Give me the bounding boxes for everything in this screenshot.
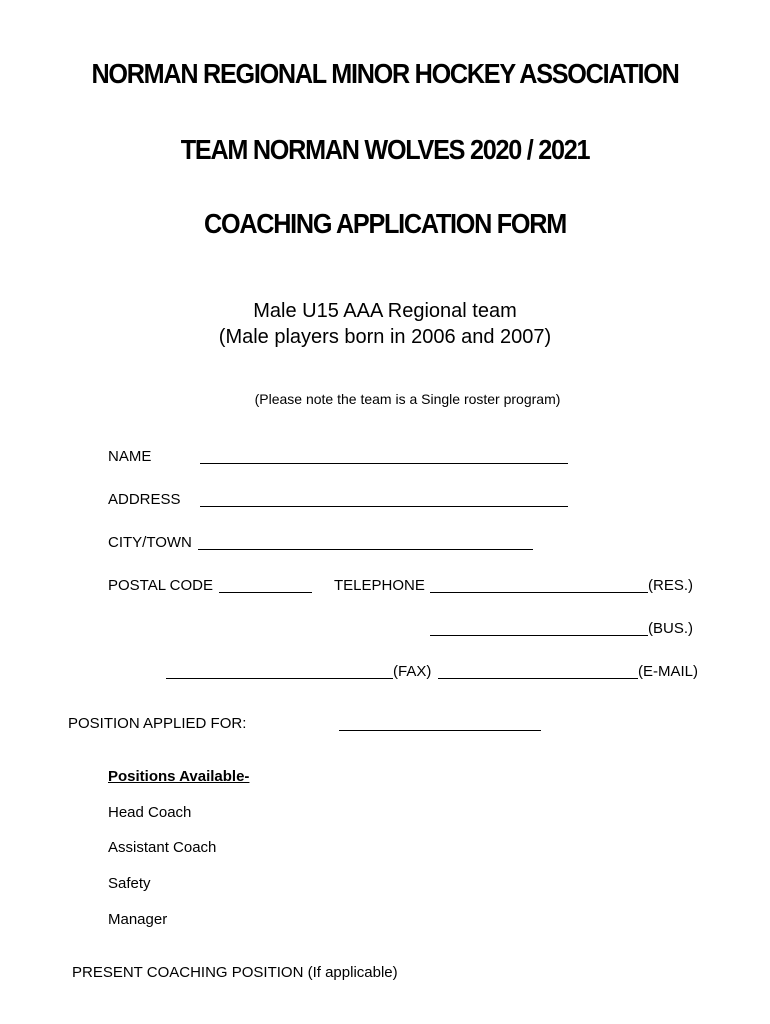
- fax-label: (FAX): [393, 663, 432, 680]
- position-item: Head Coach: [108, 804, 192, 821]
- positions-heading: Positions Available-: [108, 768, 250, 785]
- address-label: ADDRESS: [108, 491, 181, 508]
- position-applied-field[interactable]: [339, 730, 541, 731]
- name-field[interactable]: [200, 463, 568, 464]
- team-division: Male U15 AAA Regional team: [253, 300, 517, 322]
- telephone-label: TELEPHONE: [334, 577, 425, 594]
- telephone-bus-field[interactable]: [430, 635, 648, 636]
- city-label: CITY/TOWN: [108, 534, 192, 551]
- form-title: COACHING APPLICATION FORM: [204, 208, 566, 239]
- roster-note: (Please note the team is a Single roster program): [254, 391, 561, 407]
- address-field[interactable]: [200, 506, 568, 507]
- position-item: Manager: [108, 911, 168, 928]
- postal-code-field[interactable]: [219, 592, 312, 593]
- postal-code-label: POSTAL CODE: [108, 577, 214, 594]
- position-item: Safety: [108, 875, 151, 892]
- position-applied-label: POSITION APPLIED FOR:: [68, 715, 247, 732]
- city-field[interactable]: [198, 549, 533, 550]
- position-item: Assistant Coach: [108, 839, 217, 856]
- email-field[interactable]: [438, 678, 638, 679]
- present-position-label: PRESENT COACHING POSITION (If applicable): [72, 964, 398, 981]
- team-title: TEAM NORMAN WOLVES 2020 / 2021: [180, 134, 590, 165]
- fax-field[interactable]: [166, 678, 393, 679]
- name-label: NAME: [108, 448, 152, 465]
- team-eligibility: (Male players born in 2006 and 2007): [218, 326, 552, 348]
- email-label: (E-MAIL): [638, 663, 698, 680]
- association-title: NORMAN REGIONAL MINOR HOCKEY ASSOCIATION: [91, 58, 679, 89]
- res-label: (RES.): [648, 577, 693, 594]
- bus-label: (BUS.): [648, 620, 693, 637]
- telephone-res-field[interactable]: [430, 592, 648, 593]
